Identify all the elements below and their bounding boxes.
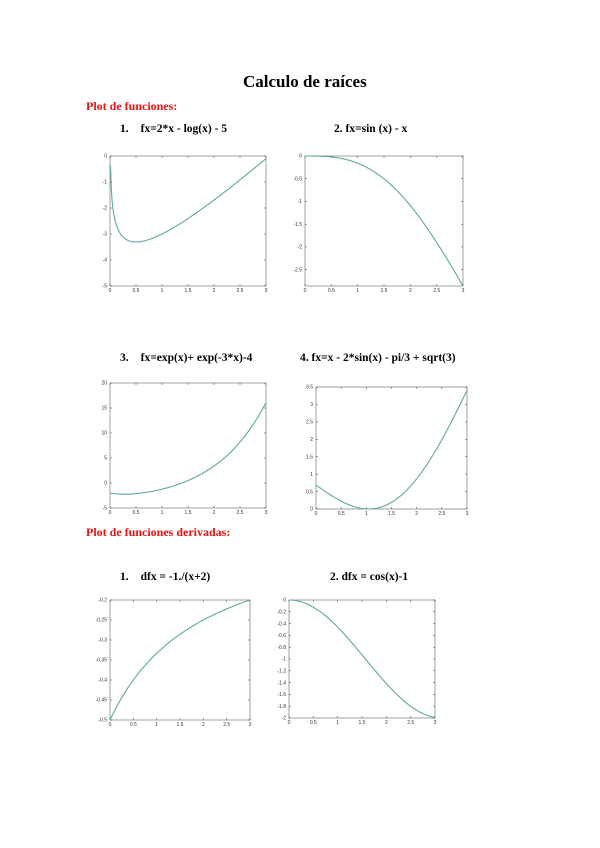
y-tick-label: 0 bbox=[104, 153, 107, 160]
x-tick-label: 0.5 bbox=[129, 722, 137, 728]
y-tick-label: -0.3 bbox=[98, 637, 107, 644]
x-tick-label: 2.5 bbox=[438, 511, 446, 517]
plot-f1 bbox=[102, 153, 268, 294]
caption-d2: 2. dfx = cos(x)-1 bbox=[330, 571, 409, 583]
y-tick-label: 0 bbox=[283, 597, 286, 604]
x-tick-label: 2 bbox=[384, 720, 388, 726]
x-tick-label: 1.5 bbox=[358, 720, 366, 726]
plot-frame bbox=[305, 156, 463, 286]
y-tick-label: 10 bbox=[101, 430, 107, 437]
caption-text: fx=exp(x)+ exp(-3*x)-4 bbox=[140, 352, 253, 364]
x-tick-label: 3 bbox=[433, 720, 437, 726]
x-tick-label: 1 bbox=[160, 288, 164, 294]
x-tick-label: 1 bbox=[356, 288, 360, 294]
plot-f4 bbox=[306, 384, 469, 517]
y-tick-label: -1 bbox=[281, 656, 286, 663]
y-tick-label: 5 bbox=[104, 455, 107, 462]
y-tick-label: -0.45 bbox=[95, 697, 107, 704]
caption-f2: 2. fx=sin (x) - x bbox=[334, 123, 408, 135]
y-tick-label: -0.4 bbox=[98, 677, 107, 684]
y-tick-label: -4 bbox=[102, 257, 107, 264]
y-tick-label: 2 bbox=[310, 436, 313, 443]
caption-text: dfx = -1./(x+2) bbox=[140, 571, 211, 583]
x-tick-label: 3 bbox=[465, 511, 469, 517]
x-tick-label: 2.5 bbox=[236, 288, 244, 294]
y-tick-label: -0.5 bbox=[293, 176, 302, 183]
plot-frame bbox=[316, 387, 467, 509]
section-heading-derivatives: Plot de funciones derivadas: bbox=[86, 525, 231, 539]
y-tick-label: -5 bbox=[102, 283, 107, 290]
x-tick-label: 0.5 bbox=[132, 288, 140, 294]
series-line bbox=[305, 156, 463, 286]
caption-f1 bbox=[120, 123, 227, 135]
caption-f4: 4. fx=x - 2*sin(x) - pi/3 + sqrt(3) bbox=[300, 352, 456, 364]
plot-frame bbox=[110, 156, 266, 286]
y-tick-label: -1 bbox=[102, 179, 107, 186]
caption-d1 bbox=[120, 571, 210, 583]
plot-frame bbox=[110, 600, 250, 720]
y-tick-label: -0.35 bbox=[95, 657, 107, 664]
plot-d1 bbox=[95, 597, 252, 728]
x-tick-label: 2.5 bbox=[223, 722, 231, 728]
series-line bbox=[110, 600, 250, 720]
plot-f3 bbox=[101, 380, 268, 516]
x-tick-label: 2.5 bbox=[236, 510, 244, 516]
y-tick-label: 0.5 bbox=[306, 489, 313, 496]
y-tick-label: 0 bbox=[299, 153, 302, 160]
y-tick-label: -2 bbox=[102, 205, 107, 212]
x-tick-label: 1 bbox=[336, 720, 340, 726]
y-tick-label: 20 bbox=[101, 380, 107, 387]
x-tick-label: 0 bbox=[303, 288, 307, 294]
y-tick-label: -2 bbox=[297, 244, 302, 251]
y-tick-label: -1.5 bbox=[293, 221, 302, 228]
x-tick-label: 2 bbox=[212, 510, 216, 516]
x-tick-label: 0.5 bbox=[337, 511, 345, 517]
y-tick-label: 0 bbox=[104, 480, 107, 487]
x-tick-label: 0 bbox=[108, 722, 112, 728]
plot-frame bbox=[289, 600, 435, 718]
x-tick-label: 0 bbox=[287, 720, 291, 726]
y-tick-label: -1 bbox=[297, 199, 302, 206]
y-tick-label: 1 bbox=[310, 471, 313, 478]
y-tick-label: -3 bbox=[102, 231, 107, 238]
x-tick-label: 2 bbox=[201, 722, 205, 728]
y-tick-label: -5 bbox=[102, 505, 107, 512]
x-tick-label: 1.5 bbox=[380, 288, 388, 294]
x-tick-label: 0 bbox=[314, 511, 318, 517]
plot-f2 bbox=[293, 153, 465, 294]
x-tick-label: 0.5 bbox=[132, 510, 140, 516]
x-tick-label: 2 bbox=[408, 288, 412, 294]
y-tick-label: -1.8 bbox=[277, 703, 286, 710]
y-tick-label: 3 bbox=[310, 402, 313, 409]
y-tick-label: 0 bbox=[310, 506, 313, 513]
y-tick-label: 2.5 bbox=[306, 419, 313, 426]
x-tick-label: 3 bbox=[264, 510, 268, 516]
x-tick-label: 0.5 bbox=[327, 288, 335, 294]
caption-f3 bbox=[120, 352, 252, 364]
y-tick-label: -0.2 bbox=[98, 597, 107, 604]
section-heading-functions: Plot de funciones: bbox=[86, 99, 178, 113]
y-tick-label: -0.5 bbox=[98, 717, 107, 724]
y-tick-label: -1.6 bbox=[277, 692, 286, 699]
caption-number: 1. bbox=[120, 571, 129, 583]
plot-d2 bbox=[277, 597, 437, 726]
y-tick-label: -0.2 bbox=[277, 609, 286, 616]
x-tick-label: 1.5 bbox=[184, 288, 192, 294]
y-tick-label: 15 bbox=[101, 405, 107, 412]
x-tick-label: 3 bbox=[461, 288, 465, 294]
y-tick-label: -1.4 bbox=[277, 680, 286, 687]
x-tick-label: 1 bbox=[364, 511, 368, 517]
x-tick-label: 2 bbox=[212, 288, 216, 294]
series-line bbox=[110, 403, 266, 495]
caption-text: fx=2*x - log(x) - 5 bbox=[140, 123, 228, 135]
y-tick-label: -0.25 bbox=[95, 617, 107, 624]
x-tick-label: 1 bbox=[160, 510, 164, 516]
y-tick-label: -0.6 bbox=[277, 633, 286, 640]
caption-number: 1. bbox=[120, 123, 129, 135]
x-tick-label: 0.5 bbox=[309, 720, 317, 726]
y-tick-label: 1.5 bbox=[306, 454, 313, 461]
series-line bbox=[289, 600, 435, 717]
x-tick-label: 2 bbox=[415, 511, 419, 517]
y-tick-label: -0.8 bbox=[277, 644, 286, 651]
caption-number: 3. bbox=[120, 352, 129, 364]
y-tick-label: 3.5 bbox=[306, 384, 313, 391]
x-tick-label: 1 bbox=[155, 722, 159, 728]
x-tick-label: 1.5 bbox=[388, 511, 395, 517]
x-tick-label: 3 bbox=[264, 288, 268, 294]
x-tick-label: 0 bbox=[108, 510, 112, 516]
page-title: Calculo de raíces bbox=[243, 72, 367, 91]
y-tick-label: -0.4 bbox=[277, 621, 286, 628]
x-tick-label: 0 bbox=[108, 288, 112, 294]
y-tick-label: -2.5 bbox=[293, 267, 302, 274]
x-tick-label: 1.5 bbox=[184, 510, 192, 516]
x-tick-label: 3 bbox=[248, 722, 252, 728]
plot-frame bbox=[110, 383, 266, 508]
series-line bbox=[316, 390, 467, 509]
series-line bbox=[111, 159, 266, 242]
x-tick-label: 1.5 bbox=[176, 722, 184, 728]
x-tick-label: 2.5 bbox=[433, 288, 441, 294]
y-tick-label: -2 bbox=[281, 715, 286, 722]
y-tick-label: -1.2 bbox=[277, 668, 286, 675]
x-tick-label: 2.5 bbox=[407, 720, 415, 726]
